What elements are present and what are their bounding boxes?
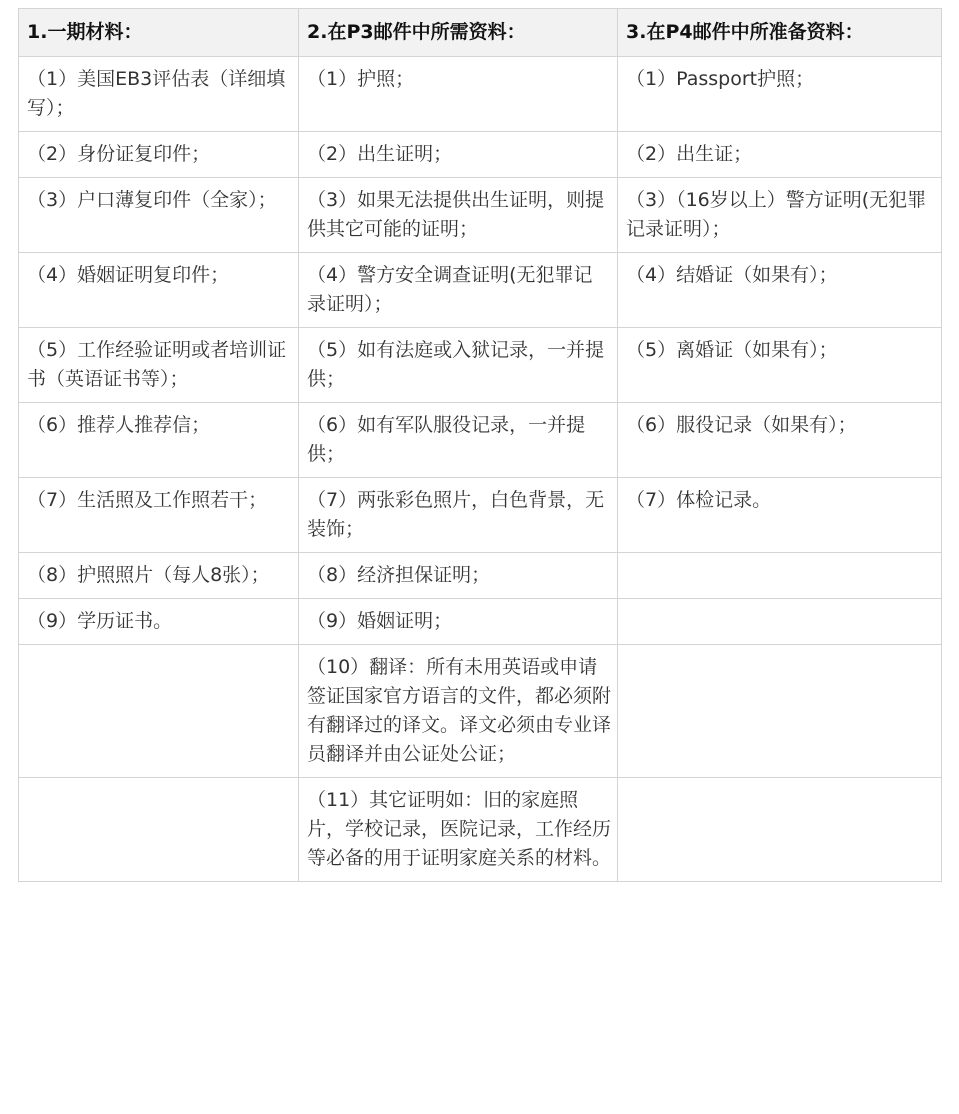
table-cell: （6）服役记录（如果有）； xyxy=(618,403,942,478)
table-cell: （3）户口薄复印件（全家）； xyxy=(19,178,299,253)
table-row xyxy=(19,599,942,645)
table-cell xyxy=(618,553,942,599)
table-cell: （6）如有军队服役记录，一并提供； xyxy=(299,403,618,478)
table-cell: （8）经济担保证明； xyxy=(299,553,618,599)
table-row xyxy=(19,645,942,778)
table-cell xyxy=(618,778,942,882)
table-cell: （7）生活照及工作照若干； xyxy=(19,478,299,553)
table-cell: （6）推荐人推荐信； xyxy=(19,403,299,478)
table-cell xyxy=(618,599,942,645)
table-row xyxy=(19,403,942,478)
materials-table xyxy=(18,8,942,882)
table-row xyxy=(19,57,942,132)
table-row xyxy=(19,778,942,882)
table-cell: （1）美国EB3评估表（详细填写）； xyxy=(19,57,299,132)
table-cell: （5）离婚证（如果有）； xyxy=(618,328,942,403)
table-cell: （11）其它证明如：旧的家庭照片，学校记录，医院记录，工作经历等必备的用于证明家庭关系的材料。 xyxy=(299,778,618,882)
table-cell: （5）如有法庭或入狱记录，一并提供； xyxy=(299,328,618,403)
table-cell xyxy=(19,778,299,882)
table-cell: （1）Passport护照； xyxy=(618,57,942,132)
table-cell: （10）翻译：所有未用英语或申请签证国家官方语言的文件，都必须附有翻译过的译文。译文必须由专业译员翻译并由公证处公证； xyxy=(299,645,618,778)
header-p3-required-materials: 2.在P3邮件中所需资料： xyxy=(299,9,618,57)
table-cell: （4）警方安全调查证明(无犯罪记录证明）； xyxy=(299,253,618,328)
table-cell: （9）婚姻证明； xyxy=(299,599,618,645)
table-row xyxy=(19,178,942,253)
header-phase-one-materials: 1.一期材料： xyxy=(19,9,299,57)
table-cell: （3）（16岁以上）警方证明(无犯罪记录证明）； xyxy=(618,178,942,253)
table-cell: （2）出生证； xyxy=(618,132,942,178)
table-cell: （3）如果无法提供出生证明，则提供其它可能的证明； xyxy=(299,178,618,253)
table-row xyxy=(19,478,942,553)
table-cell: （5）工作经验证明或者培训证书（英语证书等）； xyxy=(19,328,299,403)
table-row xyxy=(19,553,942,599)
table-row xyxy=(19,328,942,403)
table-cell: （1）护照； xyxy=(299,57,618,132)
table-cell: （8）护照照片（每人8张）； xyxy=(19,553,299,599)
table-cell: （7）体检记录。 xyxy=(618,478,942,553)
header-p4-prepared-materials: 3.在P4邮件中所准备资料： xyxy=(618,9,942,57)
table-row xyxy=(19,253,942,328)
table-cell: （9）学历证书。 xyxy=(19,599,299,645)
table-header-row xyxy=(19,9,942,57)
table-cell: （7）两张彩色照片，白色背景，无装饰； xyxy=(299,478,618,553)
table-cell: （4）婚姻证明复印件； xyxy=(19,253,299,328)
table-row xyxy=(19,132,942,178)
table-cell: （4）结婚证（如果有）； xyxy=(618,253,942,328)
table-cell xyxy=(19,645,299,778)
table-cell: （2）身份证复印件； xyxy=(19,132,299,178)
table-cell xyxy=(618,645,942,778)
table-cell: （2）出生证明； xyxy=(299,132,618,178)
